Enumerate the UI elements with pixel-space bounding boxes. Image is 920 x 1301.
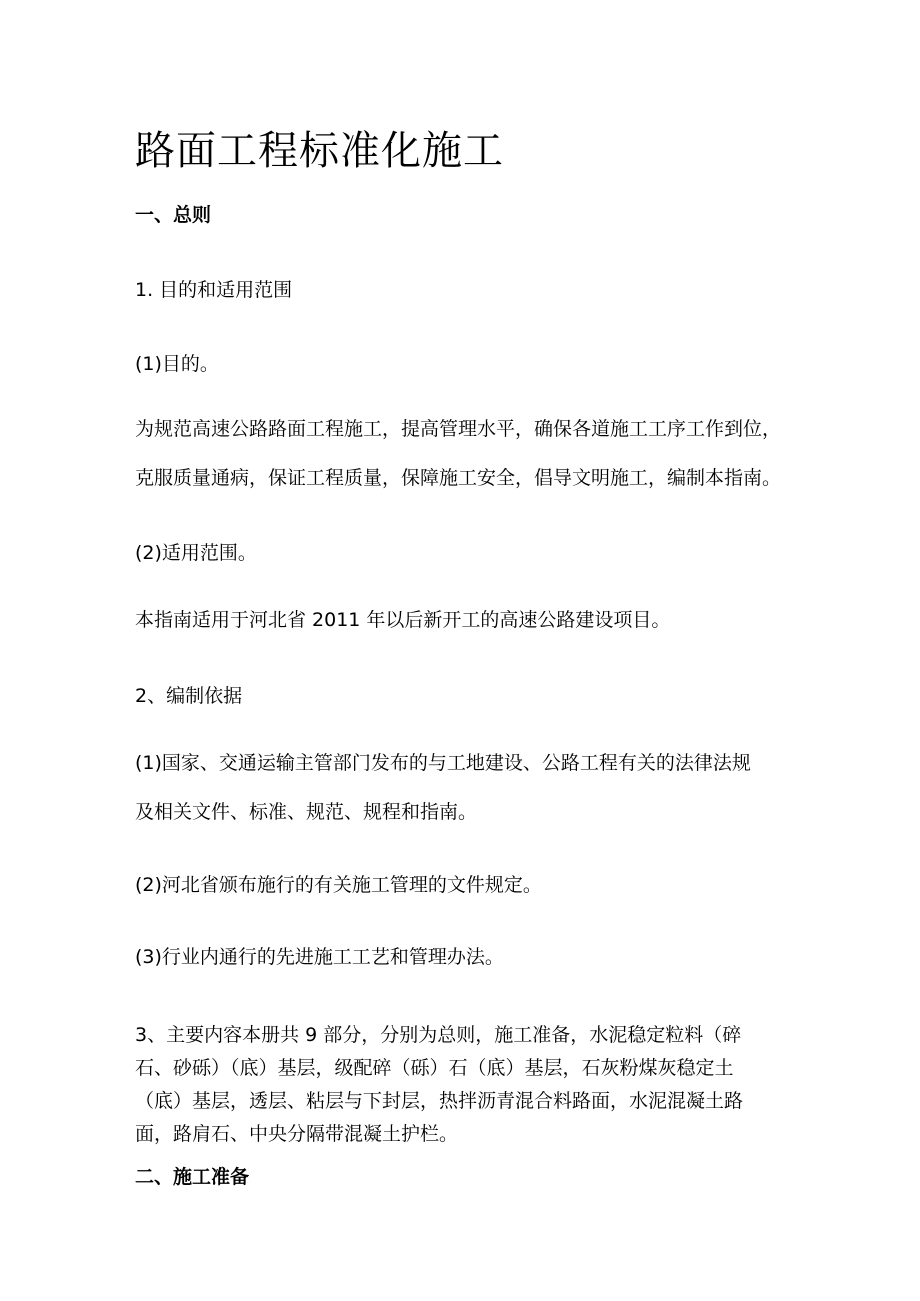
basis-paragraph-2: (2)河北省颁布施行的有关施工管理的文件规定。 [135, 874, 542, 896]
paragraph-line: 及相关文件、标准、规范、规程和指南。 [135, 801, 478, 823]
subheading-scope: (2)适用范围。 [135, 542, 257, 564]
item-heading-purpose-scope: 1. 目的和适用范围 [135, 279, 293, 301]
basis-paragraph-1 [135, 739, 751, 837]
purpose-paragraph [135, 405, 781, 503]
paragraph-line: 3、主要内容本册共 9 部分，分别为总则，施工准备，水泥稳定粒料（碎 [135, 1024, 742, 1046]
paragraph-line: 为规范高速公路路面工程施工，提高管理水平，确保各道施工工序工作到位， [135, 418, 782, 440]
scope-paragraph: 本指南适用于河北省 2011 年以后新开工的高速公路建设项目。 [135, 609, 671, 631]
basis-paragraph-3: (3)行业内通行的先进施工工艺和管理办法。 [135, 946, 504, 968]
paragraph-line: （底）基层，透层、粘层与下封层，热拌沥青混合料路面，水泥混凝土路 [135, 1090, 744, 1112]
item-heading-basis: 2、编制依据 [135, 685, 243, 707]
subheading-purpose: (1)目的。 [135, 353, 219, 375]
paragraph-line: 面，路肩石、中央分隔带混凝土护栏。 [135, 1123, 459, 1145]
document-title: 路面工程标准化施工 [135, 128, 504, 174]
section-heading-general: 一、总则 [135, 204, 212, 226]
paragraph-line: 石、砂砾）（底）基层，级配碎（砾）石（底）基层，石灰粉煤灰稳定土 [135, 1057, 734, 1079]
section-heading-preparation: 二、施工准备 [135, 1166, 250, 1188]
paragraph-line: 克服质量通病，保证工程质量，保障施工安全，倡导文明施工，编制本指南。 [135, 467, 782, 489]
paragraph-line: (1)国家、交通运输主管部门发布的与工地建设、公路工程有关的法律法规 [135, 752, 751, 774]
main-content-paragraph [135, 1019, 743, 1151]
